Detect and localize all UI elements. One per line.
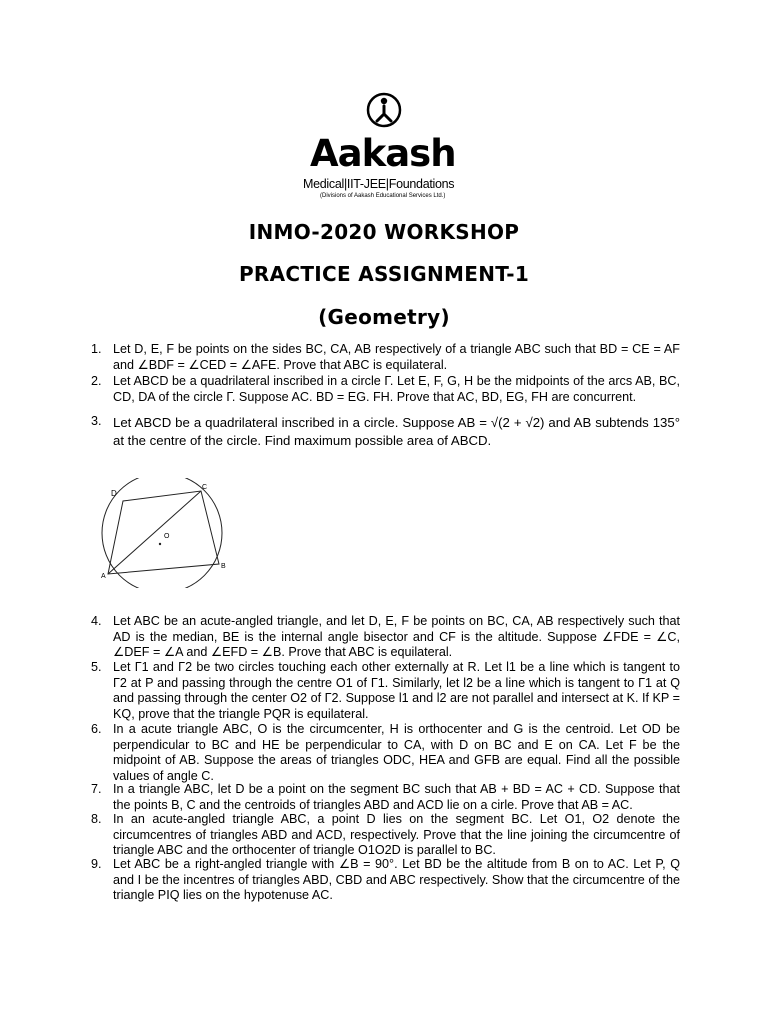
- diagonal-ac: [108, 491, 201, 574]
- label-o: O: [164, 533, 170, 540]
- problem-number: 4.: [91, 614, 102, 628]
- problem-text: Let ABC be an acute-angled triangle, and let D, E, F be points on BC, CA, AB respectively such that AD is the median, BE is the internal angle bisector and CF is the altitude. Suppose ∠FDE = ∠C, ∠DEF = ∠A and ∠EFD = ∠B. Prove that ABC is equilateral.: [113, 614, 680, 659]
- label-b: B: [221, 563, 226, 570]
- problem-text: Let Γ1 and Γ2 be two circles touching each other externally at R. Let l1 be a line which is tangent to Γ2 at P and passing through the centre O1 of Γ1. Similarly, let l2 be a line which is tangent to Γ1 at Q and passing through the center O2 of Γ2. Suppose l1 and l2 are not parallel and intersect at K. If KP = KQ, prove that the triangle PQR is equilateral.: [113, 660, 680, 721]
- problem-number: 7.: [91, 782, 102, 796]
- problem-text: Let ABCD be a quadrilateral inscribed in a circle Γ. Let E, F, G, H be the midpoints of the arcs AB, BC, CD, DA of the circle Γ. Suppose AC. BD = EG. FH. Prove that AC, BD, EG, FH are concurrent.: [113, 374, 680, 404]
- center-point: [159, 543, 161, 545]
- problem-number: 5.: [91, 660, 102, 674]
- problem-text: In a acute triangle ABC, O is the circumcenter, H is orthocenter and G is the centroid. Let OD be perpendicular to BC and HE be perpendicular to CA, with D on BC and E on CA. Let F be the midpoint of AB. Suppose the areas of triangles ODC, HEA and GFB are equal. Find all the possible values of angle C.: [113, 722, 680, 783]
- problem-number: 2.: [91, 374, 102, 388]
- brand-name: Aakash: [310, 132, 456, 175]
- brand-subtag: (Divisions of Aakash Educational Services Ltd.): [320, 193, 446, 199]
- aakash-emblem-icon: [366, 92, 402, 128]
- label-d: D: [111, 489, 117, 498]
- problem-number: 3.: [91, 414, 102, 428]
- page-topic: (Geometry): [318, 305, 450, 329]
- problem-number: 1.: [91, 342, 102, 356]
- aakash-logo: [300, 92, 470, 207]
- problem-number: 6.: [91, 722, 102, 736]
- page-title: INMO-2020 WORKSHOP: [248, 220, 520, 244]
- problem-number: 8.: [91, 812, 102, 826]
- label-a: A: [101, 573, 106, 580]
- problem-text: Let D, E, F be points on the sides BC, CA, AB respectively of a triangle ABC such that BD = CE = AF and ∠BDF = ∠CED = ∠AFE. Prove that ABC is equilateral.: [113, 342, 680, 372]
- circumcircle: [102, 478, 222, 588]
- problem-text: In an acute-angled triangle ABC, a point D lies on the segment BC. Let O1, O2 denote the circumcentres of triangles ABD and ACD, respectively. Prove that the line joining the circumcentre of triangle ABC and the orthocenter of triangle O1O2D is parallel to BC.: [113, 812, 680, 857]
- label-c: C: [202, 484, 208, 491]
- circle-diagram: [95, 478, 245, 588]
- brand-tagline: Medical|IIT-JEE|Foundations: [303, 177, 455, 191]
- page-subtitle: PRACTICE ASSIGNMENT-1: [238, 262, 530, 286]
- problem-number: 9.: [91, 857, 102, 871]
- cyclic-quadrilateral-figure: [95, 478, 245, 588]
- problem-text: Let ABCD be a quadrilateral inscribed in a circle. Suppose AB = √(2 + √2) and AB subtends 135° at the centre of the circle. Find maximum possible area of ABCD.: [113, 415, 680, 448]
- problem-text: Let ABC be a right-angled triangle with ∠B = 90°. Let BD be the altitude from B on to AC. Let P, Q and I be the incentres of triangles ABD, CBD and ABC respectively. Show that the circumcentre of the triangle PIQ lies on the hypotenuse AC.: [113, 857, 680, 902]
- problem-text: In a triangle ABC, let D be a point on the segment BC such that AB + BD = AC + CD. Suppose that the points B, C and the centroids of triangles ABD and ACD lie on a cirle. Prove that AB = AC.: [113, 782, 680, 812]
